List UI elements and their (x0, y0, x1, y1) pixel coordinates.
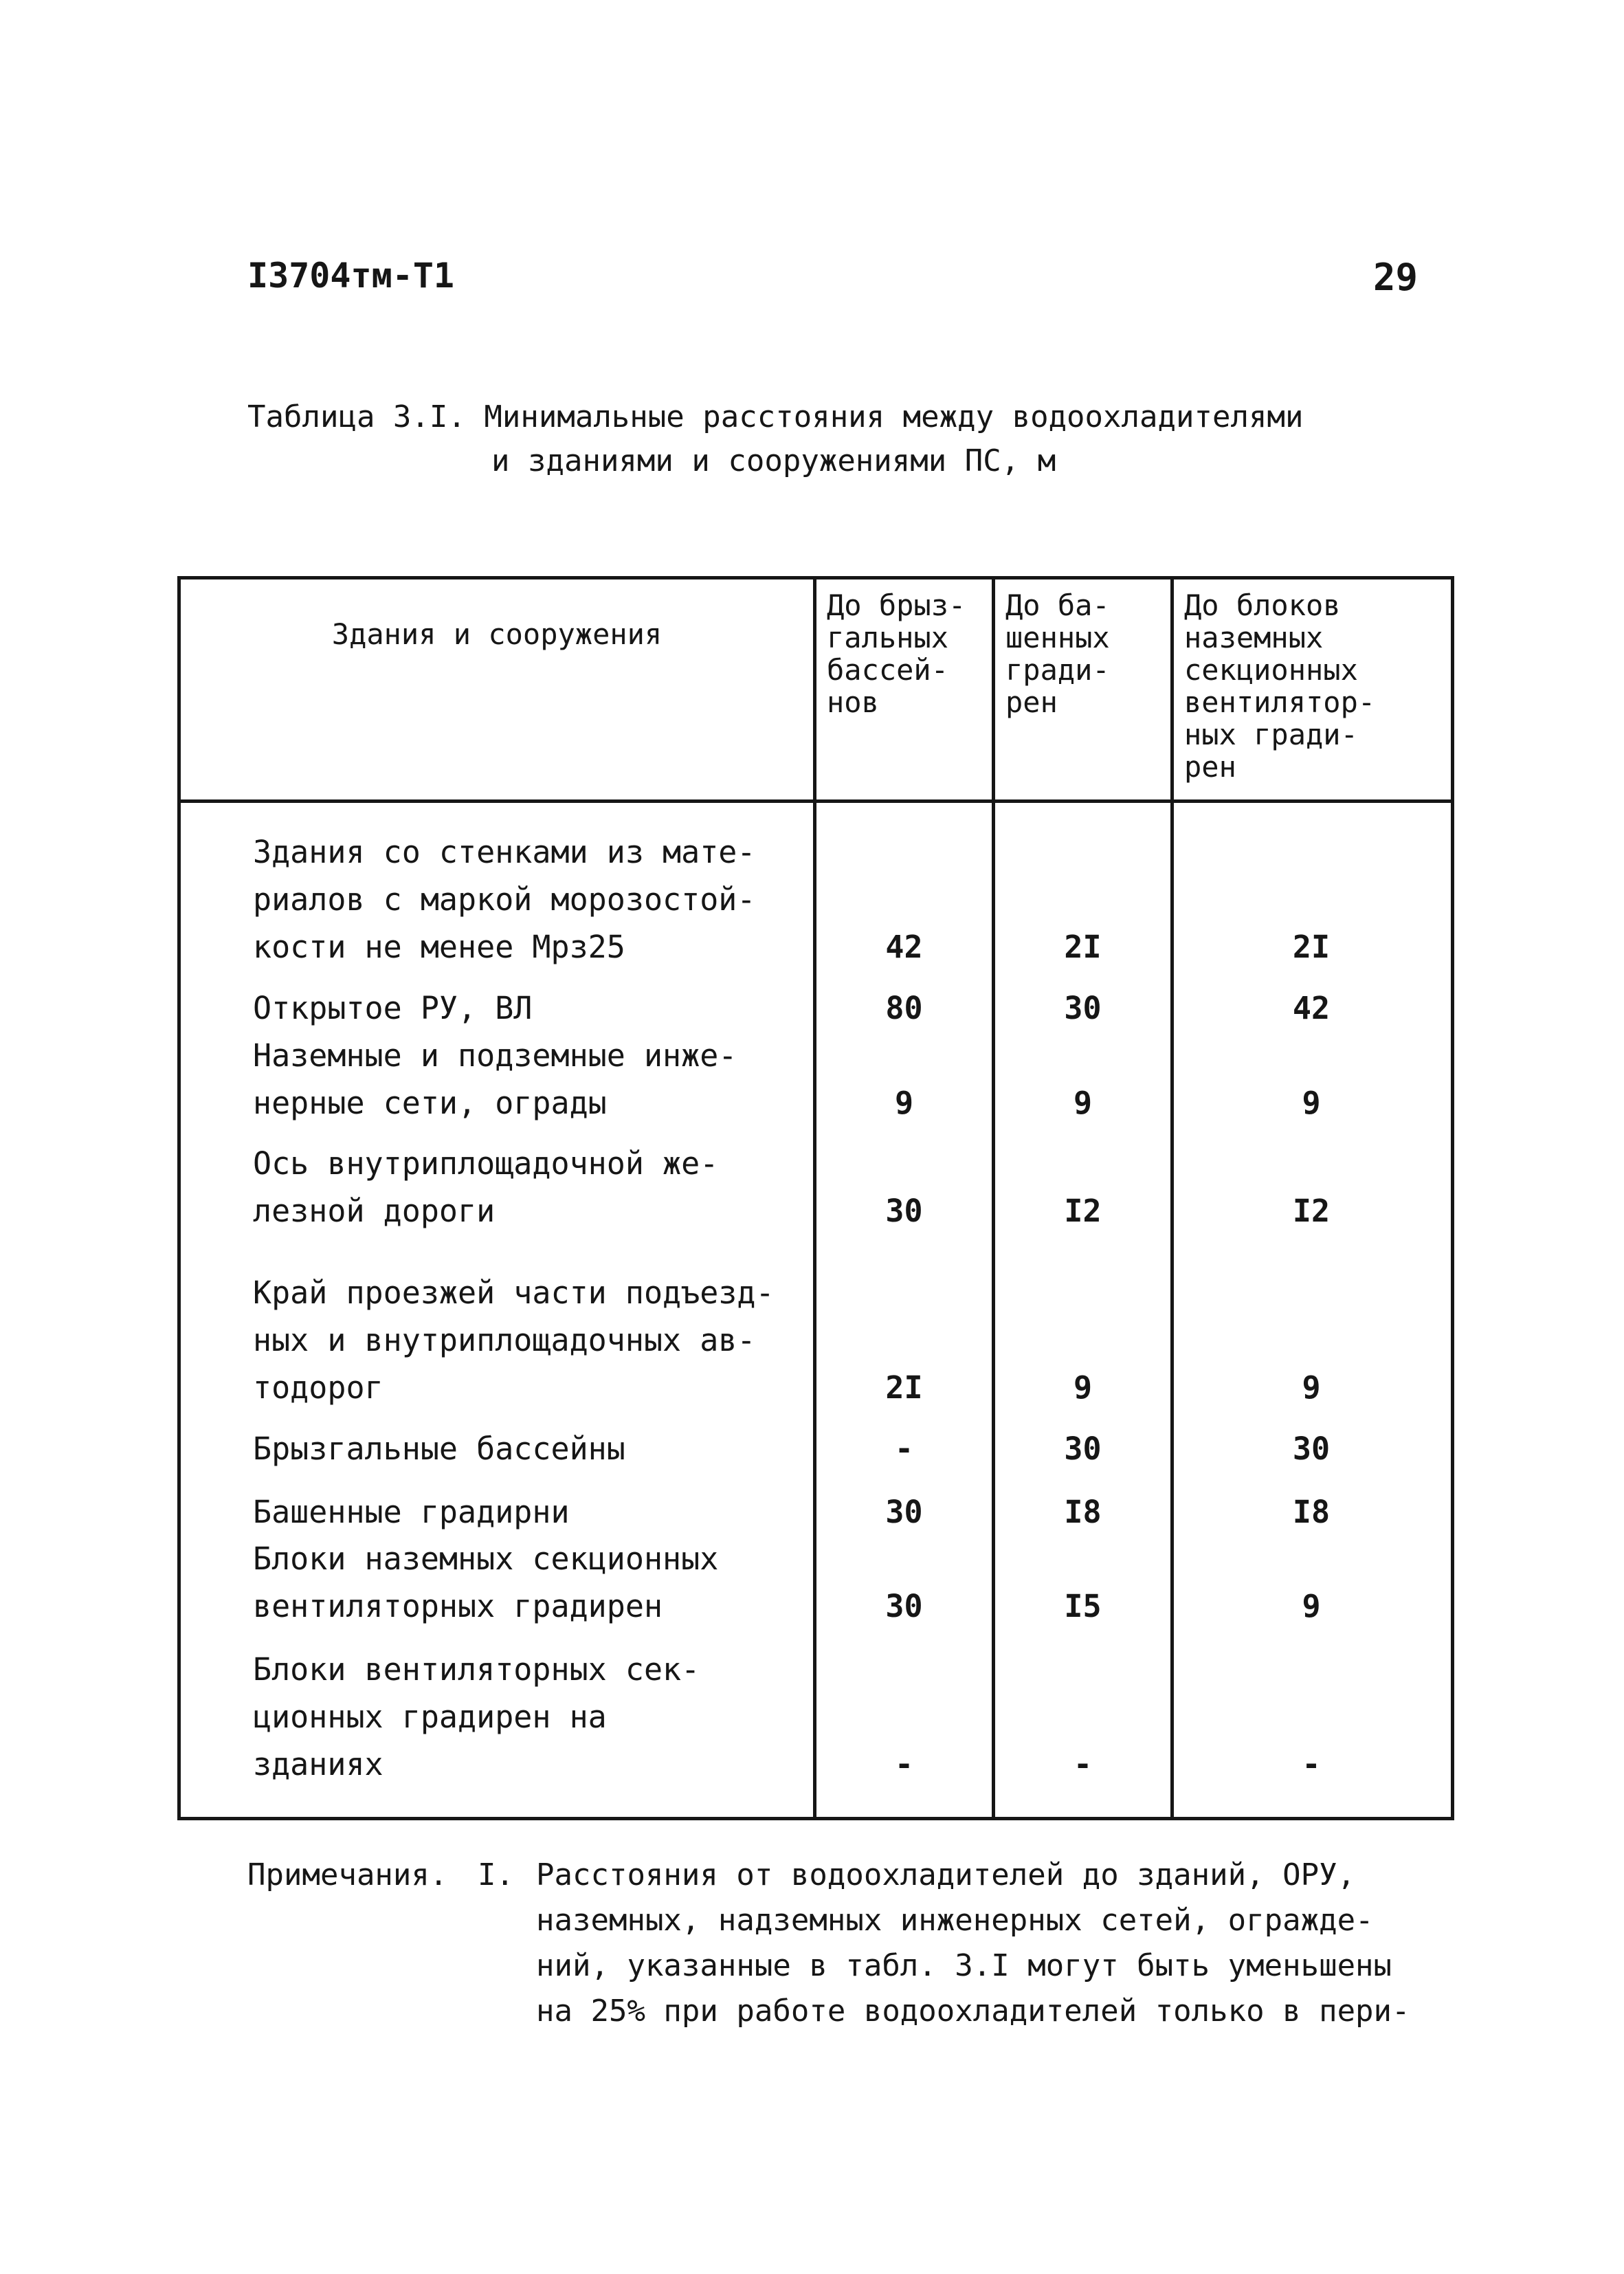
header-line: Здания и сооружения (331, 617, 663, 651)
value-fan-cooler-blocks: 2I (1292, 929, 1331, 965)
header-line: наземных (1184, 621, 1324, 654)
value-tower-coolers: 9 (1073, 1369, 1093, 1406)
header-line: рен (1005, 685, 1058, 719)
column-header-spray-pools (827, 589, 985, 718)
row-label-line: нерные сети, ограды (253, 1085, 607, 1121)
note-text (536, 1853, 1457, 2034)
row-label-line: зданиях (253, 1746, 383, 1782)
row-label (253, 1425, 796, 1472)
row-label-line: Блоки наземных секционных (253, 1541, 719, 1577)
document-code: I3704тм-Т1 (247, 256, 455, 296)
caption-line-1: Таблица 3.I. Минимальные расстояния между водоохладителями (247, 399, 1304, 434)
value-tower-coolers: - (1073, 1746, 1093, 1782)
table-row (181, 1488, 1451, 1536)
table-row (181, 1032, 1451, 1127)
value-tower-coolers: I5 (1064, 1588, 1102, 1624)
notes-label: Примечания. (247, 1857, 448, 1892)
table-caption (247, 395, 1457, 483)
note-line: наземных, надземных инженерных сетей, огражде- (536, 1903, 1374, 1938)
column-header-buildings (181, 618, 813, 650)
value-fan-cooler-blocks: 9 (1302, 1588, 1321, 1624)
value-tower-coolers: I8 (1064, 1494, 1102, 1530)
value-spray-pools: 30 (885, 1193, 923, 1229)
value-fan-cooler-blocks: - (1302, 1746, 1321, 1782)
value-spray-pools: - (894, 1746, 914, 1782)
row-label (253, 1269, 796, 1411)
row-label-line: Блоки вентиляторных сек- (253, 1651, 700, 1688)
value-spray-pools: 30 (885, 1588, 923, 1624)
value-fan-cooler-blocks: 9 (1302, 1085, 1321, 1121)
row-label-line: Башенные градирни (253, 1494, 570, 1530)
row-label-line: тодорог (253, 1369, 383, 1406)
row-label (253, 1646, 796, 1788)
value-spray-pools: 9 (894, 1085, 914, 1121)
note-line: ний, указанные в табл. 3.I могут быть уменьшены (536, 1948, 1392, 1983)
row-label-line: вентиляторных градирен (253, 1588, 663, 1624)
value-fan-cooler-blocks: I8 (1292, 1494, 1331, 1530)
row-label (253, 984, 796, 1032)
note-line: Расстояния от водоохладителей до зданий, ОРУ, (536, 1857, 1356, 1892)
value-spray-pools: - (894, 1431, 914, 1467)
row-label-line: Ось внутриплощадочной же- (253, 1145, 719, 1182)
row-label-line: Край проезжей части подъезд- (253, 1274, 775, 1311)
header-line: рен (1184, 750, 1236, 784)
table-row (181, 1646, 1451, 1788)
value-fan-cooler-blocks: I2 (1292, 1193, 1331, 1229)
header-divider (181, 799, 1451, 803)
table-row (181, 984, 1451, 1032)
column-header-tower-coolers (1005, 589, 1164, 718)
header-line: бассей- (827, 653, 949, 687)
value-tower-coolers: I2 (1064, 1193, 1102, 1229)
row-label-line: Здания со стенками из мате- (253, 834, 756, 870)
row-label (253, 1535, 796, 1630)
page-number: 29 (1372, 256, 1418, 299)
row-label (253, 1140, 796, 1235)
value-tower-coolers: 30 (1064, 990, 1102, 1026)
header-line: До ба- (1005, 588, 1110, 622)
row-label-line: ных и внутриплощадочных ав- (253, 1322, 756, 1358)
table-row (181, 1269, 1451, 1411)
value-tower-coolers: 30 (1064, 1431, 1102, 1467)
value-fan-cooler-blocks: 30 (1292, 1431, 1331, 1467)
header-line: гради- (1005, 653, 1110, 687)
header-line: нов (827, 685, 879, 719)
value-spray-pools: 42 (885, 929, 923, 965)
table-row (181, 828, 1451, 971)
header-line: гальных (827, 621, 949, 654)
table-row (181, 1425, 1451, 1472)
header-line: шенных (1005, 621, 1110, 654)
value-spray-pools: 2I (885, 1369, 923, 1406)
row-label (253, 828, 796, 971)
row-label-line: лезной дороги (253, 1193, 496, 1229)
note-line: на 25% при работе водоохладителей только в пери- (536, 1994, 1410, 2029)
distance-table (177, 576, 1454, 1820)
row-label-line: Наземные и подземные инже- (253, 1037, 737, 1074)
table-row (181, 1535, 1451, 1630)
row-label-line: кости не менее Мрз25 (253, 929, 625, 965)
row-label-line: Открытое РУ, ВЛ (253, 990, 533, 1026)
row-label-line: Брызгальные бассейны (253, 1431, 625, 1467)
value-fan-cooler-blocks: 42 (1292, 990, 1331, 1026)
value-spray-pools: 30 (885, 1494, 923, 1530)
value-spray-pools: 80 (885, 990, 923, 1026)
header-line: ных гради- (1184, 718, 1358, 751)
header-line: секционных (1184, 653, 1358, 687)
value-fan-cooler-blocks: 9 (1302, 1369, 1321, 1406)
value-tower-coolers: 9 (1073, 1085, 1093, 1121)
row-label-line: ционных градирен на (253, 1699, 607, 1735)
header-line: До блоков (1184, 588, 1341, 622)
note-number: I. (478, 1857, 514, 1892)
header-line: До брыз- (827, 588, 966, 622)
row-label-line: риалов с маркой морозостой- (253, 881, 756, 918)
caption-line-2: и зданиями и сооружениями ПС, м (491, 443, 1056, 478)
value-tower-coolers: 2I (1064, 929, 1102, 965)
row-label (253, 1032, 796, 1127)
header-line: вентилятор- (1184, 685, 1376, 719)
column-header-fan-cooler-blocks (1184, 589, 1445, 783)
table-row (181, 1140, 1451, 1235)
row-label (253, 1488, 796, 1536)
